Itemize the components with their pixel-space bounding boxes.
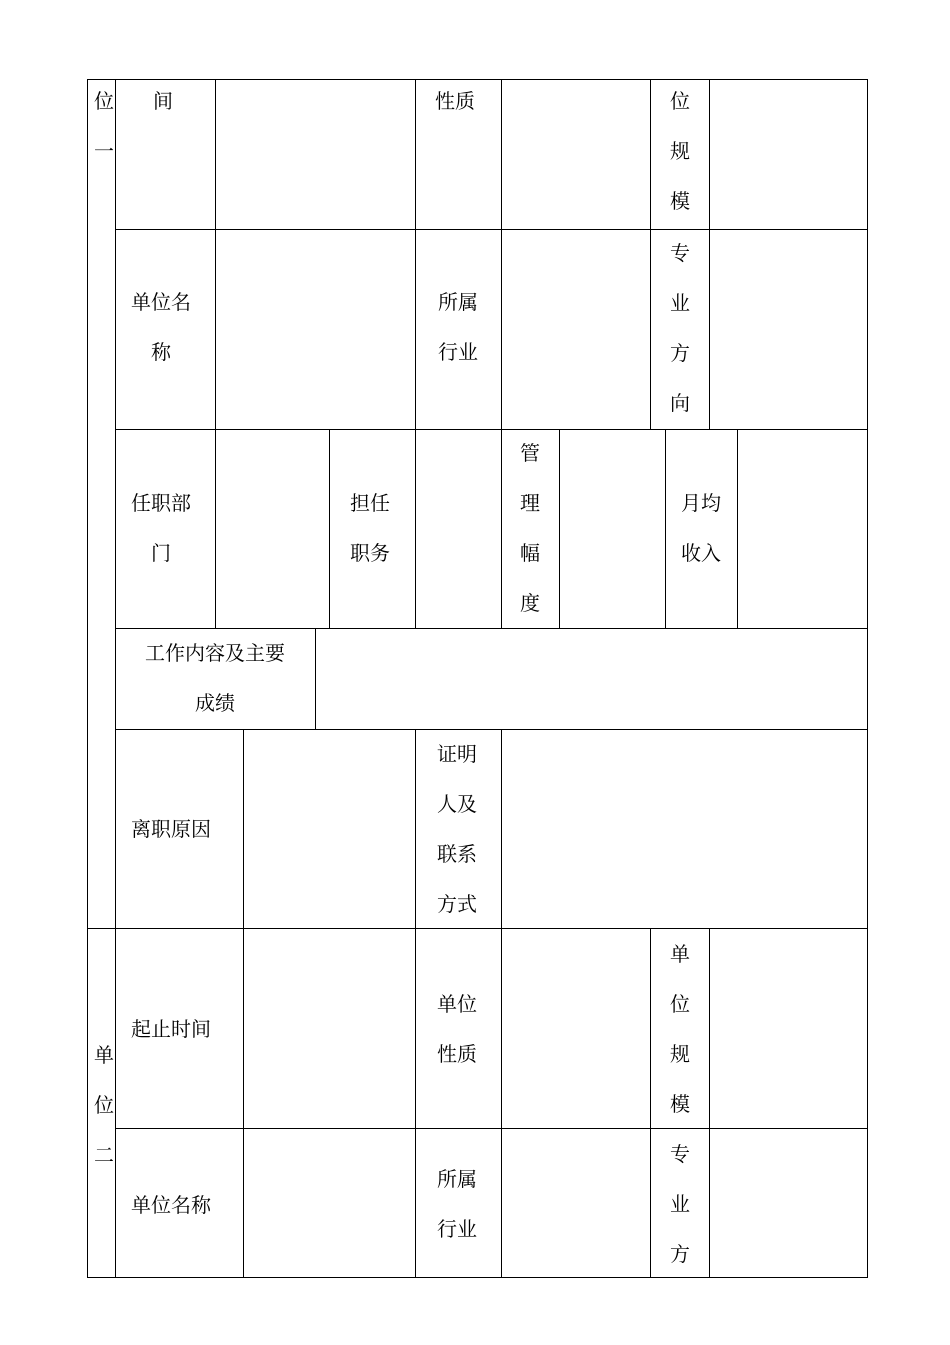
unit-two-major-field[interactable] xyxy=(710,1129,867,1277)
unit-two-side-label: 单 位 二 xyxy=(94,1043,114,1167)
unit-scale-label: 单 位 规 模 xyxy=(670,942,690,1116)
unit-nature-label: 性质 xyxy=(435,89,475,113)
position-label: 担任 职务 xyxy=(350,491,390,565)
unit-scale-field[interactable] xyxy=(710,80,867,229)
grid-line xyxy=(329,429,330,628)
leave-reason-label: 离职原因 xyxy=(131,817,211,841)
major-direction-label: 专 业 方 向 xyxy=(670,241,690,415)
unit-name-label: 单位名 称 xyxy=(131,290,191,364)
management-scope-label: 管 理 幅 度 xyxy=(520,441,540,615)
department-field[interactable] xyxy=(216,430,329,628)
grid-line xyxy=(415,729,416,928)
unit-two-name-field[interactable] xyxy=(244,1129,415,1277)
grid-line xyxy=(87,79,88,1278)
unit-name-label: 单位名称 xyxy=(131,1193,211,1217)
unit-nature-field[interactable] xyxy=(502,80,650,229)
unit-scale-label: 位 规 模 xyxy=(670,89,690,213)
start-end-time-label: 间 xyxy=(153,89,173,113)
unit-name-field[interactable] xyxy=(216,230,415,429)
management-scope-field[interactable] xyxy=(560,430,665,628)
work-content-label: 工作内容及主要 成绩 xyxy=(145,641,285,715)
major-direction-field[interactable] xyxy=(710,230,867,429)
witness-contact-field[interactable] xyxy=(502,730,867,928)
monthly-income-field[interactable] xyxy=(738,430,867,628)
unit-two-industry-field[interactable] xyxy=(502,1129,650,1277)
unit-two-time-field[interactable] xyxy=(244,929,415,1128)
witness-contact-label: 证明 人及 联系 方式 xyxy=(437,742,477,916)
industry-label: 所属 行业 xyxy=(437,1167,477,1241)
unit-one-side-label: 位 一 xyxy=(94,89,114,163)
start-end-time-field[interactable] xyxy=(216,80,415,229)
start-end-time-label: 起止时间 xyxy=(131,1017,211,1041)
unit-two-nature-field[interactable] xyxy=(502,929,650,1128)
position-field[interactable] xyxy=(416,430,501,628)
unit-nature-label: 单位 性质 xyxy=(437,992,477,1066)
major-direction-label: 专 业 方 xyxy=(670,1142,690,1266)
unit-two-scale-field[interactable] xyxy=(710,929,867,1128)
industry-field[interactable] xyxy=(502,230,650,429)
work-content-field[interactable] xyxy=(316,629,867,729)
grid-line xyxy=(650,79,651,429)
grid-line xyxy=(501,429,502,628)
industry-label: 所属 行业 xyxy=(438,290,478,364)
department-label: 任职部 门 xyxy=(131,491,191,565)
grid-line xyxy=(867,79,868,1278)
monthly-income-label: 月均 收入 xyxy=(681,491,721,565)
grid-line xyxy=(415,79,416,429)
leave-reason-field[interactable] xyxy=(244,730,415,928)
grid-line xyxy=(650,928,651,1278)
grid-line xyxy=(415,928,416,1278)
grid-line xyxy=(87,1277,868,1278)
